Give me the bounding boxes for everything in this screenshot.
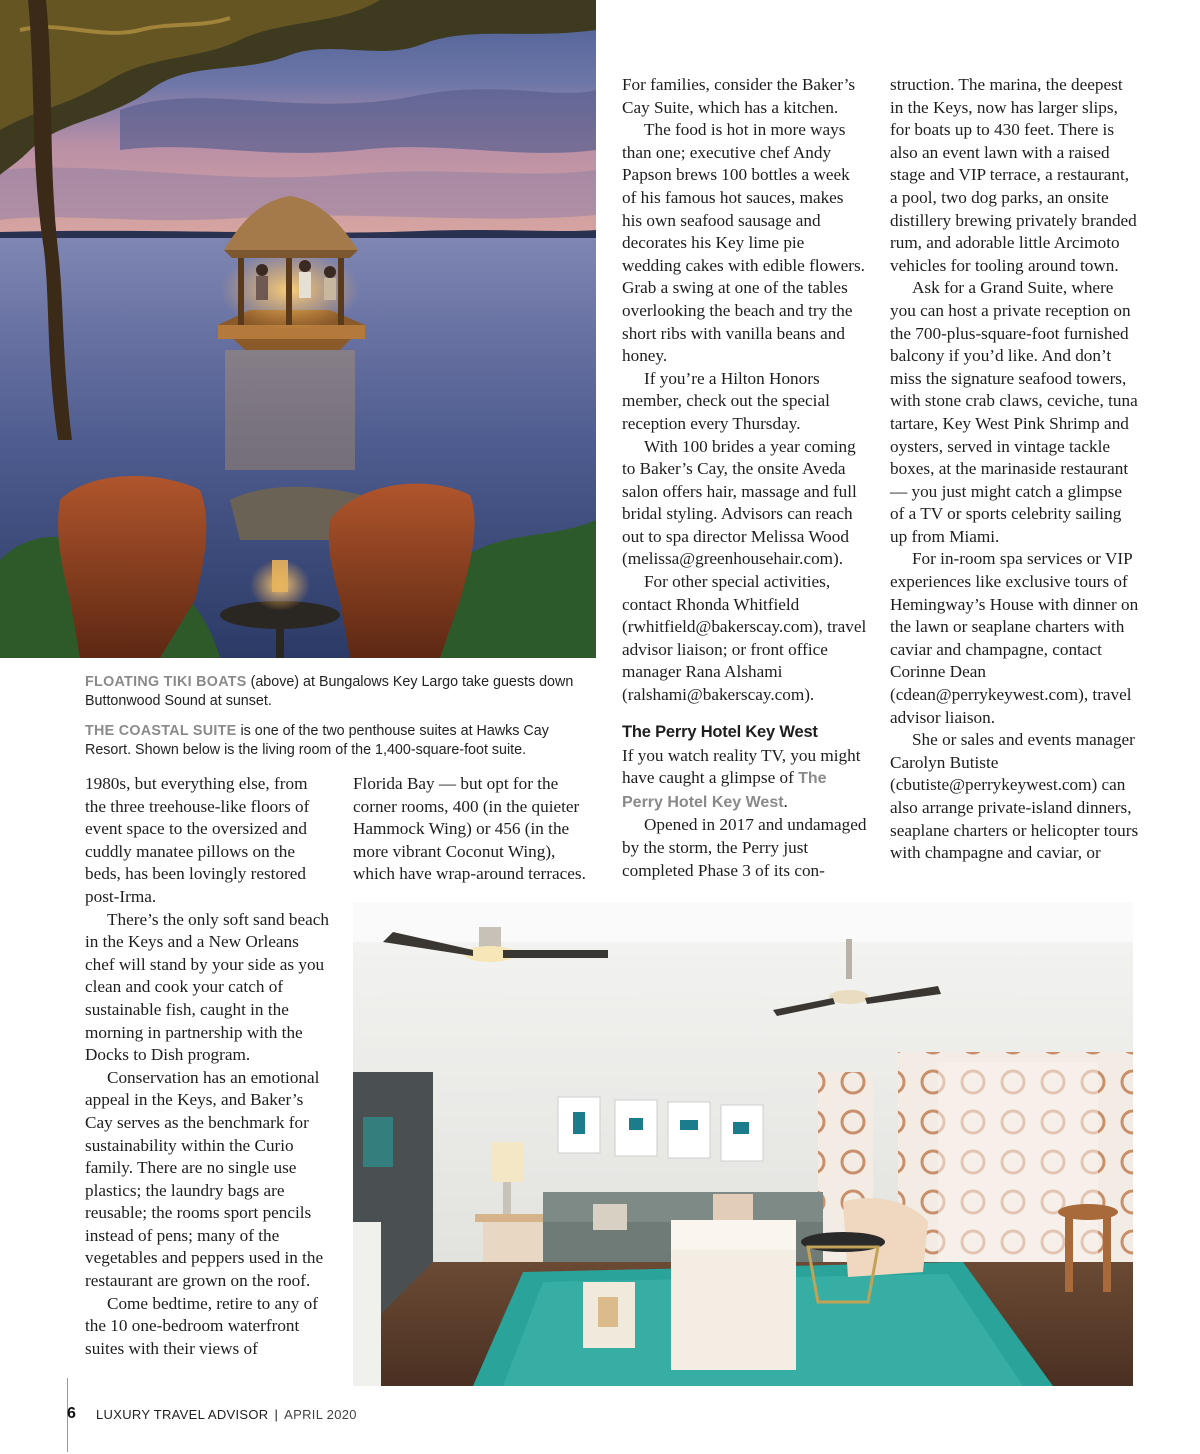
- photo-coastal-suite-living-room: [353, 902, 1133, 1386]
- magazine-footer: [96, 1407, 357, 1422]
- paragraph: Ask for a Grand Suite, where you can host a private reception on the 700-plus-square-foot furnished balcony if you’d like. And don’t miss the signature seafood towers, with stone crab claws, ceviche, tuna tartare, Key West Pink Shrimp and oysters, served in vintage tackle boxes, at the marinaside restaurant — you just might catch a glimpse of a TV or sports celebrity sailing up from Miami.: [890, 278, 1138, 546]
- paragraph: The food is hot in more ways than one; executive chef Andy Papson brews 100 bottles a week of his famous hot sauces, makes his own seafood sausage and decorates his Key lime pie wedding cakes with edible flowers. Grab a swing at one of the tables overlooking the beach and try the short ribs with vanilla beans and honey.: [622, 120, 865, 366]
- paragraph: For families, consider the Baker’s Cay Suite, which has a kitchen.: [622, 75, 856, 117]
- paragraph: [622, 745, 867, 815]
- paragraph: With 100 brides a year coming to Baker’s Cay, the onsite Aveda salon offers hair, massage and full bridal styling. Advisors can reach out to spa director Melissa Wood (melissa@greenhousehair.com).: [622, 436, 857, 569]
- magazine-title: LUXURY TRAVEL ADVISOR: [96, 1407, 269, 1422]
- perry-intro-text: If you watch reality TV, you might have caught a glimpse of: [622, 745, 861, 788]
- paragraph: For in-room spa services or VIP experiences like exclusive tours of Hemingway’s House with dinner on the lawn or seaplane charters with caviar and champagne, contact Corinne Dean (cdean@perrykeywest.com), travel advisor liaison.: [890, 549, 1139, 727]
- page-number: 6: [67, 1405, 76, 1422]
- article-column-2: [353, 773, 598, 886]
- section-heading-perry-hotel: The Perry Hotel Key West: [622, 722, 818, 741]
- perry-hotel-highlight: The Perry Hotel Key West: [622, 770, 827, 811]
- caption-text: is one of the two penthouse suites at Hawks Cay Resort. Shown below is the living room of the 1,400-square-foot suite.: [85, 723, 549, 758]
- article-column-4: [890, 74, 1140, 865]
- paragraph: Opened in 2017 and undamaged by the storm, the Perry just completed Phase 3 of its con-: [622, 815, 867, 880]
- article-column-3: [622, 74, 867, 882]
- paragraph: If you’re a Hilton Honors member, check out the special reception every Thursday.: [622, 368, 830, 433]
- paragraph: Come bedtime, retire to any of the 10 one-bedroom waterfront suites with their views of: [85, 1293, 318, 1358]
- caption-lead: FLOATING TIKI BOATS: [85, 674, 247, 690]
- paragraph: She or sales and events manager Carolyn Butiste (cbutiste@perrykeywest.com) can also arrange private-island dinners, seaplane charters or helicopter tours with champagne and caviar, or: [890, 730, 1139, 863]
- photo-caption-coastal-suite: [85, 722, 585, 760]
- paragraph: There’s the only soft sand beach in the Keys and a New Orleans chef will stand by your side as you clean and cook your catch of sustainable fish, caught in the morning in partnership with the Docks to Dish program.: [85, 909, 329, 1065]
- perry-intro-end: .: [783, 791, 788, 811]
- paragraph: struction. The marina, the deepest in the Keys, now has larger slips, for boats up to 430 feet. There is also an event lawn with a raised stage and VIP terrace, a restaurant, a pool, two dog parks, an onsite distillery brewing privately branded rum, and adorable little Arcimoto vehicles for tooling around town.: [890, 75, 1137, 275]
- photo-tiki-boat-sunset: [0, 0, 596, 658]
- paragraph: For other special activities, contact Rhonda Whitfield (rwhitfield@bakerscay.com), travel advisor liaison; or front office manager Rana Alshami (ralshami@bakerscay.com).: [622, 572, 867, 705]
- footer-separator: |: [274, 1407, 279, 1422]
- article-column-1: [85, 773, 330, 1360]
- caption-text: (above) at Bungalows Key Largo take guests down Buttonwood Sound at sunset.: [85, 674, 574, 709]
- paragraph: Florida Bay — but opt for the corner rooms, 400 (in the quieter Hammock Wing) or 456 (in the more vibrant Coconut Wing), which have wrap-around terraces.: [353, 774, 586, 884]
- paragraph: 1980s, but everything else, from the three treehouse-like floors of event space to the oversized and cuddly manatee pillows on the beds, has been lovingly restored post-Irma.: [85, 774, 310, 906]
- caption-lead: THE COASTAL SUITE: [85, 723, 237, 739]
- issue-date: APRIL 2020: [284, 1407, 357, 1422]
- photo-caption-tiki-boats: [85, 673, 585, 711]
- paragraph: Conservation has an emotional appeal in the Keys, and Baker’s Cay serves as the benchmark for sustainability within the Curio family. There are no single use plastics; the laundry bags are reusable; the rooms sport pencils instead of pens; many of the vegetables and peppers used in the restaurant are grown on the roof.: [85, 1067, 324, 1291]
